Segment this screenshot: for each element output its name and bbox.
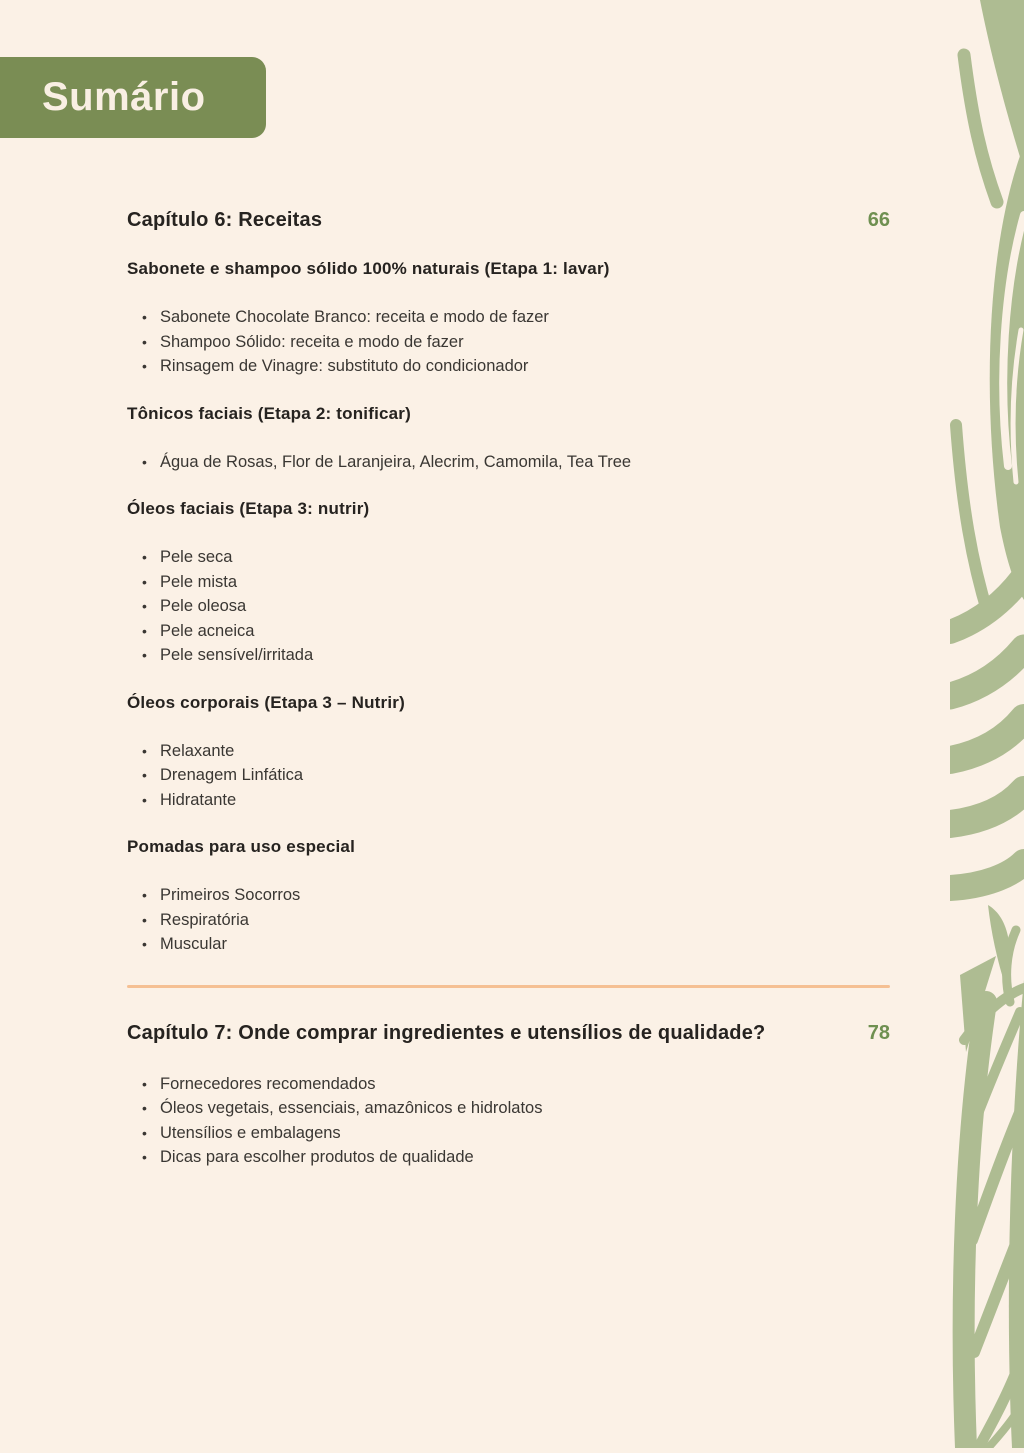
toc-list [127, 883, 890, 957]
toc-item: • Pele sensível/irritada [127, 643, 890, 668]
toc-item: • Muscular [127, 932, 890, 957]
chapter-heading-row [127, 207, 890, 234]
chapter-title: Capítulo 7: Onde comprar ingredientes e utensílios de qualidade? [127, 1021, 766, 1044]
toc-item: • Sabonete Chocolate Branco: receita e modo de fazer [127, 305, 890, 330]
toc-item: • Pele seca [127, 545, 890, 570]
toc-item: • Primeiros Socorros [127, 883, 890, 908]
toc-item: • Shampoo Sólido: receita e modo de fazer [127, 330, 890, 355]
table-of-contents [127, 207, 890, 1170]
section-heading: Pomadas para uso especial [127, 837, 355, 856]
page-title-badge [0, 57, 266, 138]
toc-item: • Óleos vegetais, essenciais, amazônicos e hidrolatos [127, 1096, 890, 1121]
toc-item: • Pele acneica [127, 619, 890, 644]
chapter-page-number: 78 [867, 1021, 890, 1044]
toc-item: • Pele oleosa [127, 594, 890, 619]
section-heading: Óleos corporais (Etapa 3 – Nutrir) [127, 692, 405, 712]
chapter-title: Capítulo 6: Receitas [127, 209, 323, 231]
toc-list [127, 305, 890, 379]
toc-item: • Hidratante [127, 788, 890, 813]
chapter-divider [127, 985, 890, 988]
section-heading: Óleos faciais (Etapa 3: nutrir) [127, 499, 370, 518]
chapter-page-number: 66 [867, 209, 890, 231]
leaf-pattern-illustration [950, 0, 1024, 1448]
toc-item: • Rinsagem de Vinagre: substituto do condicionador [127, 354, 890, 379]
toc-list [127, 739, 890, 813]
section-heading: Sabonete e shampoo sólido 100% naturais (Etapa 1: lavar) [127, 259, 610, 278]
toc-item: • Água de Rosas, Flor de Laranjeira, Alecrim, Camomila, Tea Tree [127, 450, 890, 475]
toc-item: • Drenagem Linfática [127, 763, 890, 788]
toc-item: • Relaxante [127, 739, 890, 764]
section-heading: Tônicos faciais (Etapa 2: tonificar) [127, 403, 411, 423]
botanical-pattern [950, 0, 1024, 1448]
page-title: Sumário [42, 75, 206, 119]
toc-list [127, 1072, 890, 1170]
toc-item: • Dicas para escolher produtos de qualidade [127, 1145, 890, 1170]
toc-item: • Pele mista [127, 570, 890, 595]
toc-item: • Utensílios e embalagens [127, 1121, 890, 1146]
chapter-heading-row [127, 1020, 890, 1047]
toc-item: • Fornecedores recomendados [127, 1072, 890, 1097]
toc-item: • Respiratória [127, 908, 890, 933]
toc-list [127, 450, 890, 475]
toc-list [127, 545, 890, 668]
